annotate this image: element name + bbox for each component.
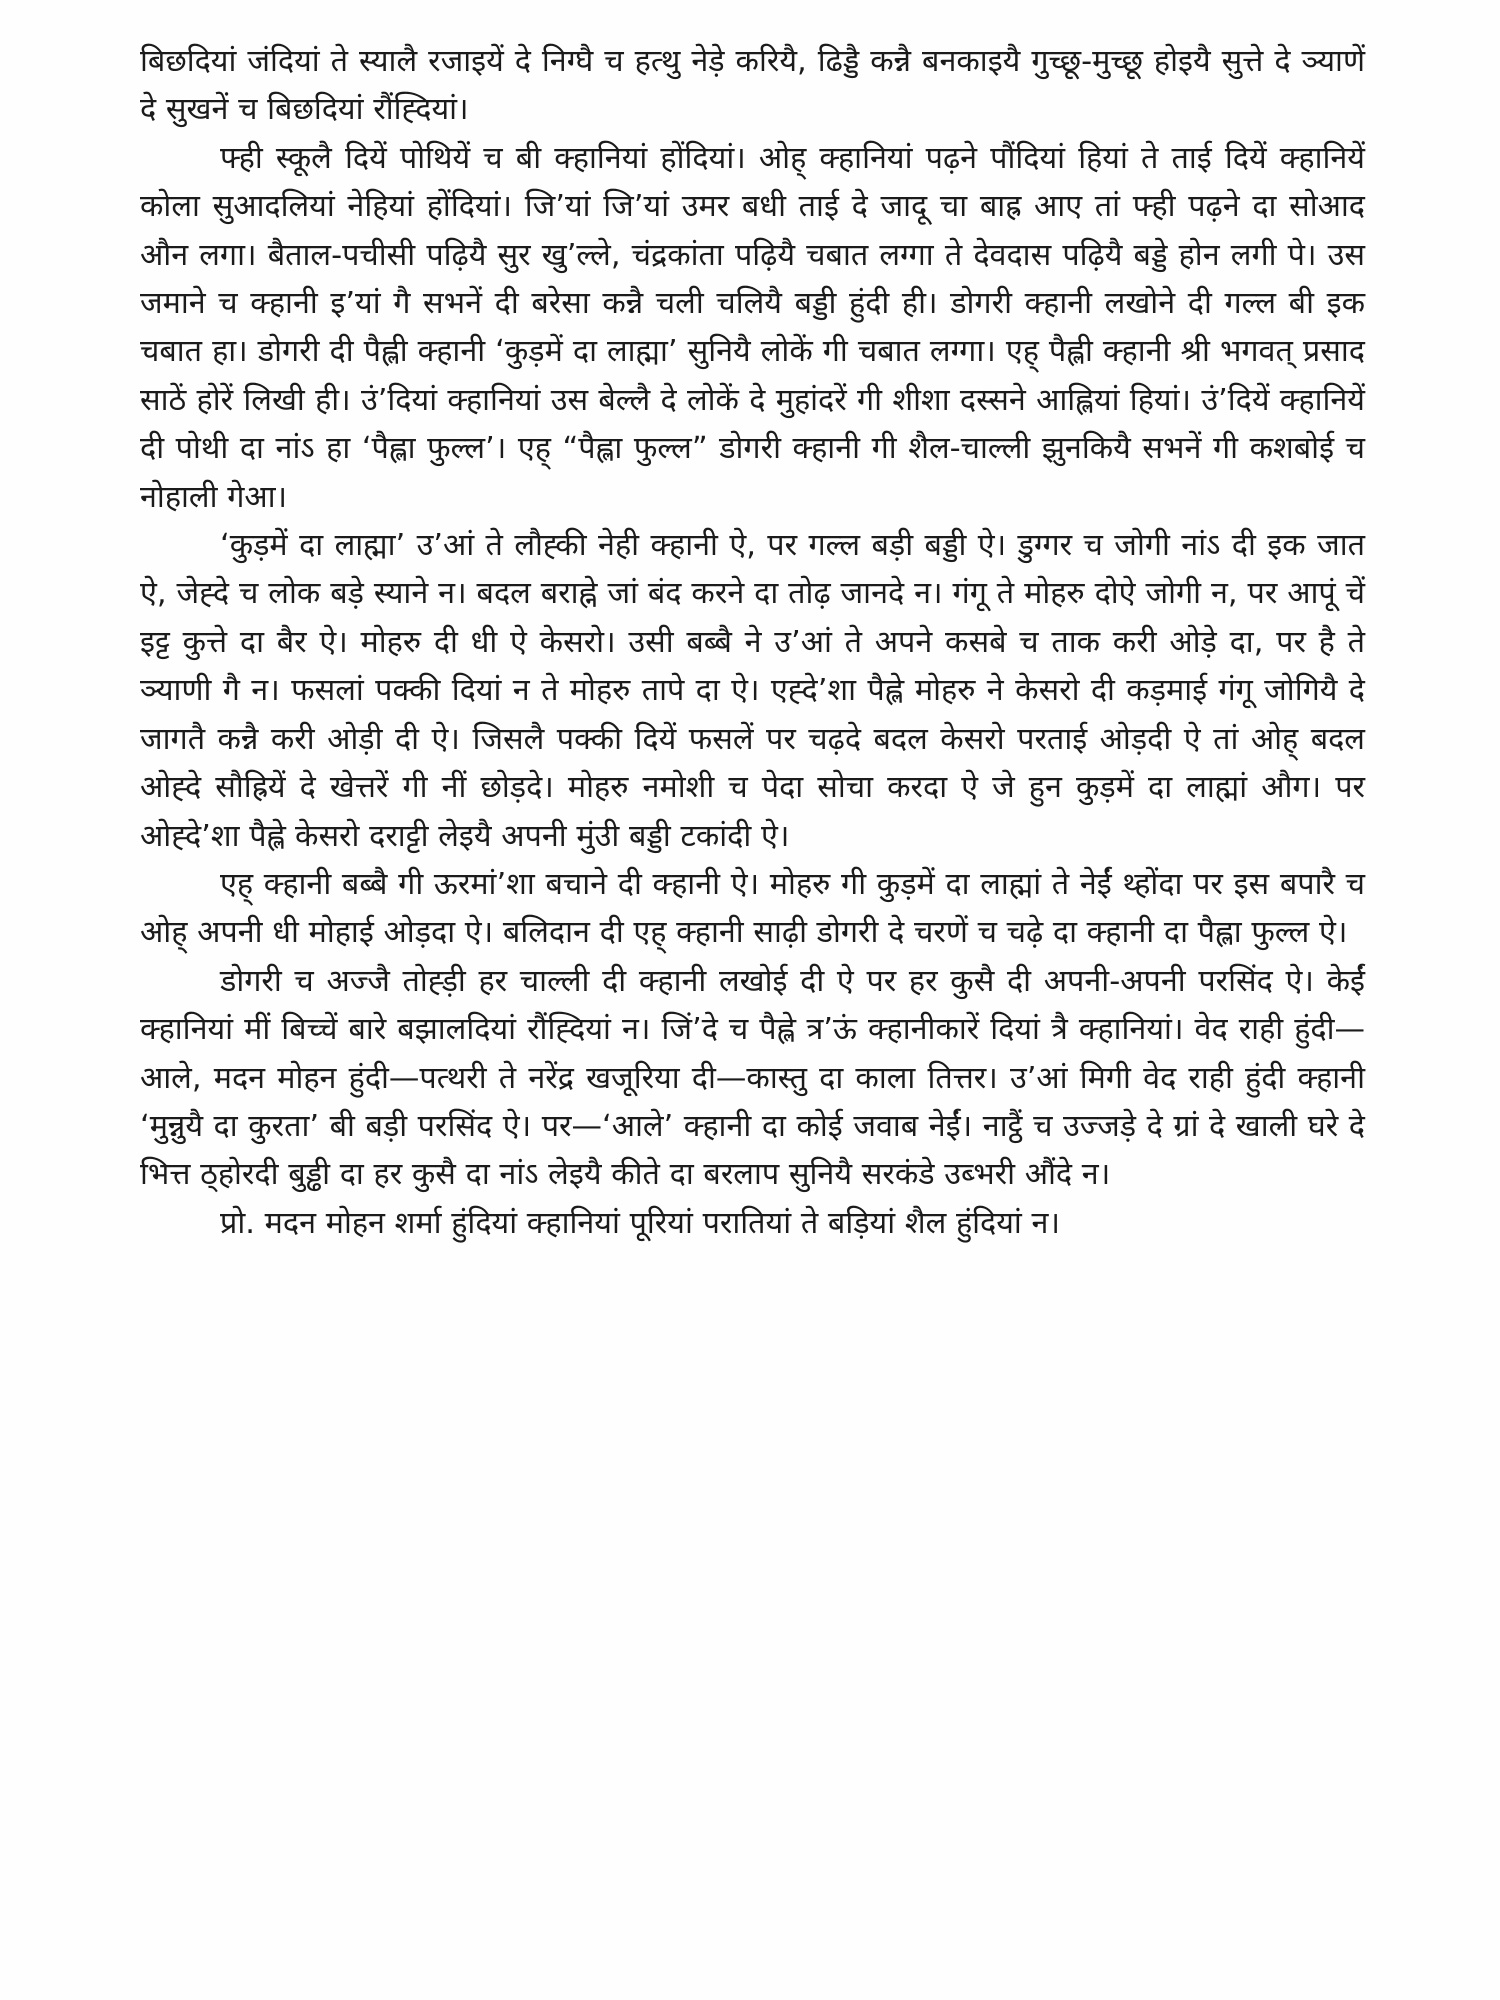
paragraph-6: प्रो. मदन मोहन शर्मा हुंदियां क्हानियां पूरियां परातियां ते बड़ियां शैल हुंदियां न। (220, 1205, 1061, 1241)
paragraph-5: डोगरी च अज्जै तोह्ड़ी हर चाल्ली दी क्हानी लखोई दी ऐ पर हर कुसै दी अपनी-अपनी परसिंद ऐ। केईं क्हानियां मीं बिच्चें बारे बझालदियां रौंह्दियां न। जिं’दे च पैह्ले त्र’ऊं क्हानीकारें दियां त्रै क्हानियां। वेद राही हुंदी—आले, मदन मोहन हुंदी—पत्थरी ते नरेंद्र खजूरिया दी—कास्तु दा काला तित्तर। उ’आं मिगी वेद राही हुंदी क्हानी ‘मुन्नुयै दा कुरता’ बी बड़ी परसिंद ऐ। पर—‘आले’ क्हानी दा कोई जवाब नेईं। नाट्ठैं च उज्जड़े दे ग्रां दे खाली घरे दे भित्त ठ्होरदी बुड्ढी दा हर कुसै दा नांऽ लेइयै कीते दा बरलाप सुनियै सरकंडे उब्भरी औंदे न। (140, 963, 1365, 1193)
paragraph-2: फ्ही स्कूलै दियें पोथियें च बी क्हानियां होंदियां। ओह् क्हानियां पढ़ने पौंदियां हियां ते ताई दियें क्हानियें कोला सुआदलियां नेहियां होंदियां। जि’यां जि’यां उमर बधी ताई दे जादू चा बाह्र आए तां फ्ही पढ़ने दा सोआद औन लगा। बैताल-पचीसी पढ़ियै सुर खु’ल्ले, चंद्रकांता पढ़ियै चबात लग्गा ते देवदास पढ़ियै बड्डे होन लगी पे। उस जमाने च क्हानी इ’यां गै सभनें दी बरेसा कन्नै चली चलियै बड्डी हुंदी ही। डोगरी क्हानी लखोने दी गल्ल बी इक चबात हा। डोगरी दी पैह्ली क्हानी ‘कुड़में दा लाह्मा’ सुनियै लोकें गी चबात लग्गा। एह् पैह्ली क्हानी श्री भगवत् प्रसाद साठें होरें लिखी ही। उं’दियां क्हानियां उस बेल्लै दे लोकें दे मुहांदरें गी शीशा दस्सने आह्लियां हियां। उं’दियें क्हानियें दी पोथी दा नांऽ हा ‘पैह्ला फुल्ल’। एह् “पैह्ला फुल्ल” डोगरी क्हानी गी शैल-चाल्ली झुनकियै सभनें गी कशबोई च नोहाली गेआ। (140, 140, 1365, 515)
paragraph-1: बिछदियां जंदियां ते स्यालै रजाइयें दे निग्घै च हत्थु नेड़े करियै, ढिड्डै कन्नै बनकाइयै गुच्छू-मुच्छू होइयै सुत्ते दे ञ्याणें दे सुखनें च बिछदियां रौंह्दियां। (140, 44, 1365, 128)
paragraph-4: एह् क्हानी बब्बै गी ऊरमां’शा बचाने दी क्हानी ऐ। मोहरु गी कुड़में दा लाह्मां ते नेईं थ्होंदा पर इस बपारै च ओह् अपनी धी मोहाई ओड़दा ऐ। बलिदान दी एह् क्हानी साढ़ी डोगरी दे चरणें च चढ़े दा क्हानी दा पैह्ला फुल्ल ऐ। (140, 866, 1365, 951)
body-text (140, 38, 1365, 1248)
paragraph-3: ‘कुड़में दा लाह्मा’ उ’आं ते लौह्की नेही क्हानी ऐ, पर गल्ल बड़ी बड्डी ऐ। डुग्गर च जोगी नांऽ दी इक जात ऐ, जेह्दे च लोक बड़े स्याने न। बदल बराह्ने जां बंद करने दा तोढ़ जानदे न। गंगू ते मोहरु दोऐ जोगी न, पर आपूं चें इट्ट कुत्ते दा बैर ऐ। मोहरु दी धी ऐ केसरो। उसी बब्बै ने उ’आं ते अपने कसबे च ताक करी ओड़े दा, पर है ते ञ्याणी गै न। फसलां पक्की दियां न ते मोहरु तापे दा ऐ। एह्दे’शा पैह्ले मोहरु ने केसरो दी कड़माई गंगू जोगियै दे जागतै कन्नै करी ओड़ी दी ऐ। जिसलै पक्की दियें फसलें पर चढ़दे बदल केसरो परताई ओड़दी ऐ तां ओह् बदल ओह्दे सौह्रियें दे खेत्तरें गी नीं छोड़दे। मोहरु नमोशी च पेदा सोचा करदा ऐ जे हुन कुड़में दा लाह्मां औग। पर ओह्दे’शा पैह्ले केसरो दराट्टी लेइयै अपनी मुंउी बड्डी टकांदी ऐ। (140, 528, 1365, 854)
